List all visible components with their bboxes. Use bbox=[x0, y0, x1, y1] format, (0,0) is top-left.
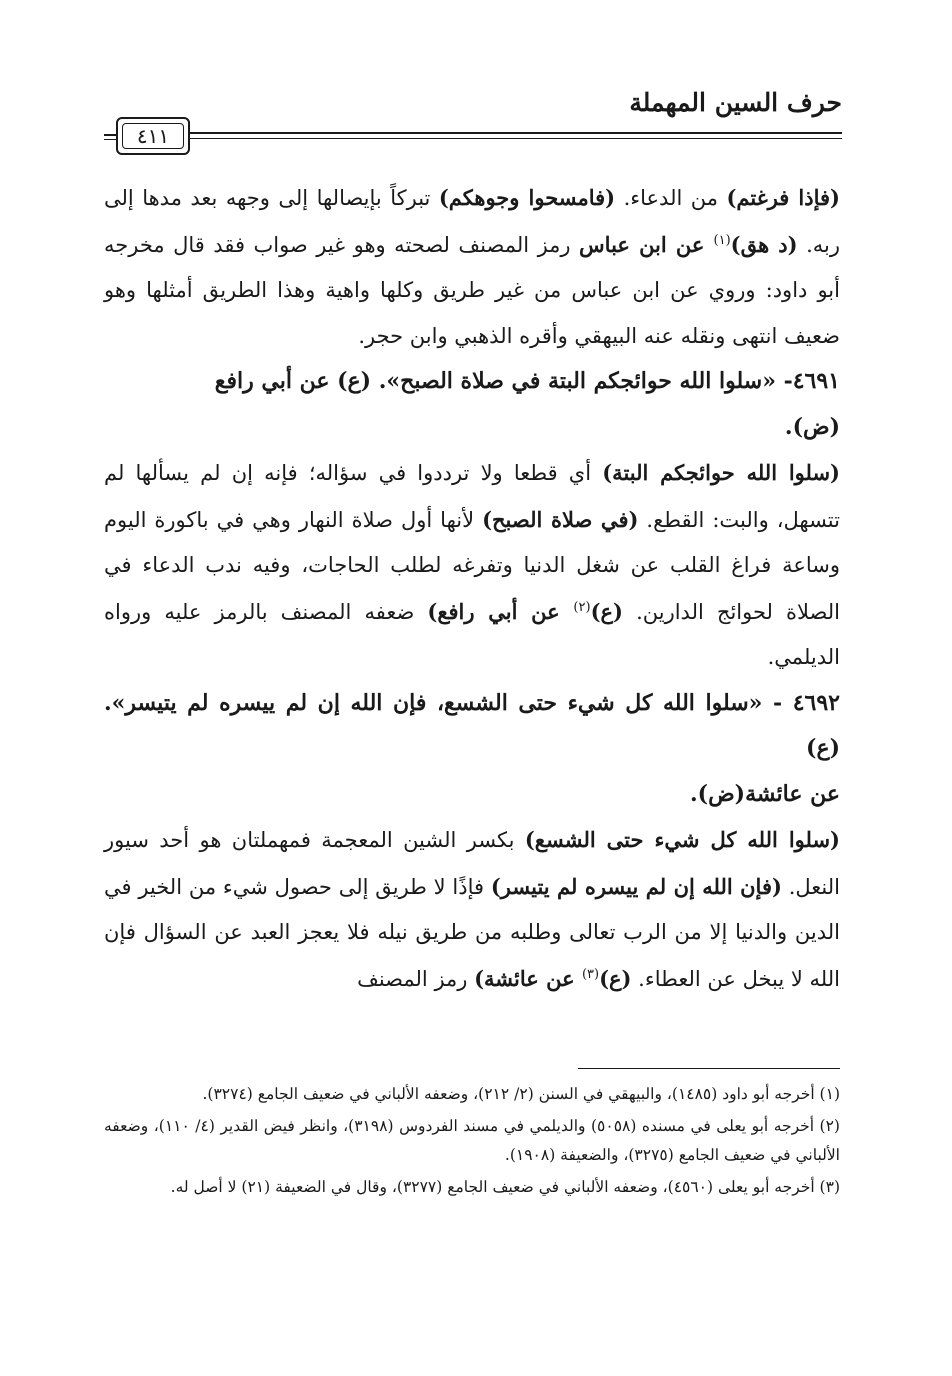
header-rule-end bbox=[104, 134, 116, 140]
paragraph-2 bbox=[104, 450, 840, 681]
source-code: (د هق) bbox=[730, 231, 798, 257]
running-header-title: حرف السين المهملة bbox=[629, 88, 842, 117]
hadith-grade: عن عائشة(ض). bbox=[690, 780, 840, 807]
footnote-separator bbox=[578, 1068, 840, 1069]
narrator-name: عن عائشة) bbox=[474, 965, 582, 991]
header-rule bbox=[190, 132, 842, 139]
quote-phrase: (في صلاة الصبح) bbox=[482, 506, 639, 532]
footnote-marker-3: (٣) bbox=[581, 966, 600, 982]
quote-phrase: (فإن الله إن لم ييسره لم يتيسر) bbox=[490, 873, 782, 899]
quote-phrase: (فامسحوا وجوهكم) bbox=[438, 185, 616, 210]
narrator-name: عن ابن عباس bbox=[579, 231, 714, 257]
text-span: بكسر الشين المعجمة فمهملتان هو أحد سيور النعل. bbox=[104, 828, 841, 899]
footnote-marker-1: (١) bbox=[713, 232, 731, 248]
quote-phrase: (فإذا فرغتم) bbox=[726, 185, 840, 210]
quote-phrase: (سلوا الله كل شيء حتى الشسع) bbox=[524, 827, 840, 852]
text-span: فإذًا لا طريق إلى حصول شيء من الخير في الدين والدنيا إلا من الرب تعالى وطلبه من طريق نيله فلا يعجز العبد عن السؤال فإن الله لا يبخل عن العطاء. bbox=[104, 874, 840, 991]
hadith-entry-4691 bbox=[104, 359, 840, 450]
text-span: من الدعاء. bbox=[615, 186, 727, 210]
footnote-3: (٣) أخرجه أبو يعلى (٤٥٦٠)، وضعفه الألباني في ضعيف الجامع (٣٢٧٧)، وقال في الضعيفة (٢١) لا أصل له. bbox=[170, 1178, 840, 1196]
text-span: رمز المصنف لصحته وهو غير صواب فقد قال مخرجه أبو داود: وروي عن ابن عباس من غير طريق وكلها واهية وهذا الطريق أمثلها وهو ضعيف انتهى ونقله عنه البيهقي وأقره الذهبي وابن حجر. bbox=[104, 232, 840, 348]
footnotes bbox=[104, 1080, 840, 1205]
text-span: تبركاً بإيصالها إلى وجهه بعد مدها إلى ربه. bbox=[104, 186, 840, 257]
hadith-text: ٤٦٩١- «سلوا الله حوائجكم البتة في صلاة الصبح». (ع) عن أبي رافع bbox=[214, 368, 840, 394]
text-span: ضعفه المصنف بالرمز عليه ورواه الديلمي. bbox=[104, 599, 840, 669]
footnote-1: (١) أخرجه أبو داود (١٤٨٥)، والبيهقي في السنن (٢/ ٢١٢)، وضعفه الألباني في ضعيف الجامع (٣٢٧٤). bbox=[202, 1085, 840, 1103]
quote-phrase: (سلوا الله حوائجكم البتة) bbox=[602, 460, 840, 485]
footnote-2: (٢) أخرجه أبو يعلى في مسنده (٥٠٥٨) والديلمي في مسند الفردوس (٣١٩٨)، وانظر فيض القدير (٤/ ١١٠)، وضعفه الألباني في ضعيف الجامع (٣٢٧٥)، والضعيفة (١٩٠٨). bbox=[104, 1117, 840, 1164]
text-span: أي قطعا ولا ترددوا في سؤاله؛ فإنه إن لم يسألها لم تتسهل، والبت: القطع. bbox=[104, 461, 840, 532]
page-number: ٤١١ bbox=[136, 124, 170, 148]
footnote-marker-2: (٢) bbox=[573, 599, 591, 615]
main-text bbox=[104, 175, 840, 1002]
text-span: رمز المصنف bbox=[357, 966, 475, 991]
source-code: (ع) bbox=[590, 598, 623, 624]
hadith-entry-4692 bbox=[104, 681, 840, 818]
paragraph-3 bbox=[104, 817, 840, 1002]
text-span: لأنها أول صلاة النهار وهي في باكورة اليوم وساعة فراغ القلب عن شغل الدنيا وتفرغه لطلب الحاجات، وفيه ندب الدعاء في الصلاة لحوائج الدارين. bbox=[104, 507, 841, 624]
hadith-text: ٤٦٩٢ - «سلوا الله كل شيء حتى الشسع، فإن الله إن لم ييسره لم يتيسر». (ع) bbox=[104, 689, 840, 761]
paragraph-1 bbox=[104, 175, 840, 359]
narrator-name: عن أبي رافع) bbox=[427, 598, 574, 624]
page-number-frame bbox=[116, 117, 190, 155]
hadith-grade: (ض). bbox=[784, 413, 840, 440]
source-code: (ع) bbox=[599, 965, 632, 991]
